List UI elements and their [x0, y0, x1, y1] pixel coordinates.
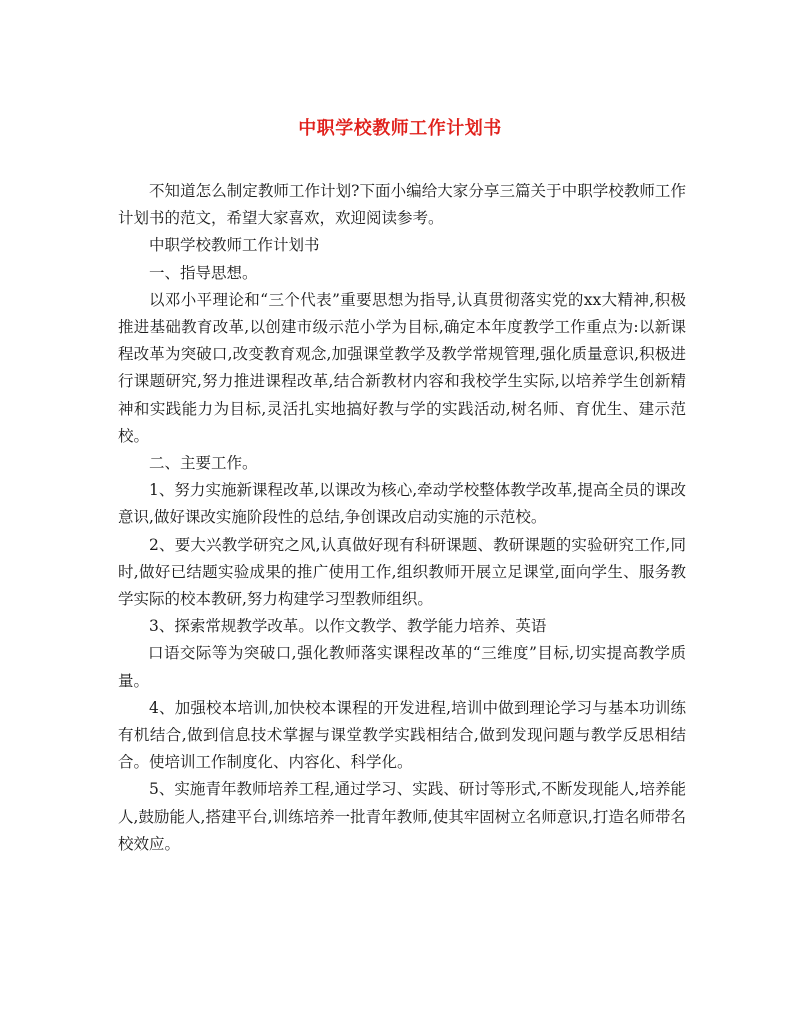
guiding-thought-paragraph: 以邓小平理论和“三个代表”重要思想为指导,认真贯彻落实党的xx大精神,积极推进基础教育改革,以创建市级示范小学为目标,确定本年度教学工作重点为:以新课程改革为突破口,改变教育观念,加强课堂教学及教学常规管理,强化质量意识,积极进行课题研究,努力推进课程改革,结合新教材内容和我校学生实际,以培养学生创新精神和实践能力为目标,灵活扎实地搞好教与学的实践活动,树名师、育优生、建示范校。 [118, 290, 686, 445]
work-item-3-continued: 口语交际等为突破口,强化教师落实课程改革的“三维度”目标,切实提高教学质量。 [118, 644, 686, 690]
work-item-3: 3、探索常规教学改革。以作文教学、教学能力培养、英语 [149, 617, 547, 636]
work-item-4: 4、加强校本培训,加快校本课程的开发进程,培训中做到理论学习与基本功训练有机结合,做到信息技术掌握与课堂教学实践相结合,做到发现问题与教学反思相结合。使培训工作制度化、内容化、科学化。 [118, 698, 686, 772]
document-body [118, 178, 686, 858]
page-title: 中职学校教师工作计划书 [298, 118, 502, 139]
intro-paragraph: 不知道怎么制定教师工作计划?下面小编给大家分享三篇关于中职学校教师工作计划书的范文，希望大家喜欢，欢迎阅读参考。 [118, 182, 686, 228]
section-heading-guiding-thought: 一、指导思想。 [149, 263, 258, 282]
work-item-2: 2、要大兴教学研究之风,认真做好现有科研课题、教研课题的实验研究工作,同时,做好已结题实验成果的推广使用工作,组织教师开展立足课堂,面向学生、服务教学实际的校本教研,努力构建学习型教师组织。 [118, 535, 686, 609]
section-heading-main-work: 二、主要工作。 [149, 454, 258, 473]
subtitle-paragraph: 中职学校教师工作计划书 [149, 236, 320, 255]
work-item-1: 1、努力实施新课程改革,以课改为核心,牵动学校整体教学改革,提高全员的课改意识,做好课改实施阶段性的总结,争创课改启动实施的示范校。 [118, 481, 686, 527]
work-item-5: 5、实施青年教师培养工程,通过学习、实践、研讨等形式,不断发现能人,培养能人,鼓励能人,搭建平台,训练培养一批青年教师,使其牢固树立名师意识,打造名师带名校效应。 [118, 780, 686, 853]
